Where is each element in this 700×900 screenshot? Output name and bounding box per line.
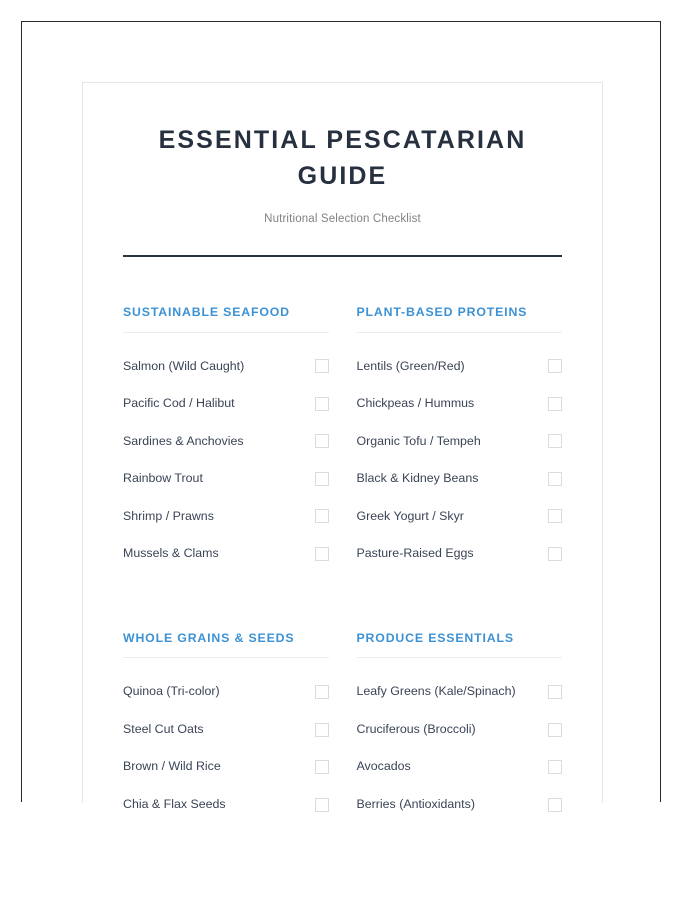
- checkbox-icon[interactable]: [548, 359, 562, 373]
- checklist-items: [123, 350, 329, 571]
- checklist-item-label: Greek Yogurt / Skyr: [356, 508, 464, 523]
- checkbox-icon[interactable]: [548, 798, 562, 812]
- checklist-item-label: Mussels & Clams: [123, 546, 219, 561]
- checkbox-icon[interactable]: [548, 472, 562, 486]
- section-title: PRODUCE ESSENTIALS: [356, 630, 514, 645]
- section-divider: [123, 332, 329, 333]
- checklist-item-label: Brown / Wild Rice: [123, 759, 221, 774]
- title-divider: [123, 255, 562, 257]
- checkbox-icon[interactable]: [548, 434, 562, 448]
- checklist-section: [123, 631, 329, 822]
- checklist-item-label: Sardines & Anchovies: [123, 433, 244, 448]
- checklist-item-label: Organic Tofu / Tempeh: [356, 433, 481, 448]
- checklist-section: [123, 305, 329, 571]
- checklist-item[interactable]: [357, 788, 563, 822]
- checklist-item[interactable]: [123, 675, 329, 709]
- checkbox-icon[interactable]: [548, 723, 562, 737]
- checkbox-icon[interactable]: [315, 509, 329, 523]
- checklist-items: [357, 675, 563, 821]
- checklist-item[interactable]: [357, 425, 563, 459]
- page-subtitle: Nutritional Selection Checklist: [264, 213, 421, 225]
- section-title: WHOLE GRAINS & SEEDS: [123, 630, 295, 645]
- checklist-items: [357, 350, 563, 571]
- sections-grid: [83, 305, 602, 822]
- checkbox-icon[interactable]: [315, 434, 329, 448]
- section-title: PLANT-BASED PROTEINS: [356, 304, 528, 319]
- checklist-item[interactable]: [357, 350, 563, 384]
- checklist-item-label: Chickpeas / Hummus: [356, 396, 475, 411]
- checklist-item-label: Cruciferous (Broccoli): [356, 721, 476, 736]
- checkbox-icon[interactable]: [315, 760, 329, 774]
- checklist-item[interactable]: [123, 462, 329, 496]
- section-title: SUSTAINABLE SEAFOOD: [123, 304, 290, 319]
- checklist-item-label: Salmon (Wild Caught): [123, 358, 245, 373]
- checklist-item[interactable]: [123, 713, 329, 747]
- checklist-item-label: Pacific Cod / Halibut: [123, 396, 235, 411]
- checkbox-icon[interactable]: [315, 723, 329, 737]
- checkbox-icon[interactable]: [315, 547, 329, 561]
- section-divider: [357, 332, 563, 333]
- checklist-item-label: Avocados: [356, 759, 411, 774]
- checklist-item[interactable]: [123, 750, 329, 784]
- page-title: ESSENTIAL PESCATARIAN GUIDE: [158, 126, 527, 190]
- checklist-item-label: Lentils (Green/Red): [356, 358, 465, 373]
- checklist-item[interactable]: [357, 713, 563, 747]
- checklist-item-label: Leafy Greens (Kale/Spinach): [356, 684, 516, 699]
- checkbox-icon[interactable]: [548, 760, 562, 774]
- checklist-item-label: Rainbow Trout: [123, 471, 203, 486]
- checklist-item[interactable]: [123, 537, 329, 571]
- checkbox-icon[interactable]: [315, 798, 329, 812]
- checklist-section: [357, 305, 563, 571]
- checklist-item[interactable]: [357, 750, 563, 784]
- checklist-section: [357, 631, 563, 822]
- checklist-item[interactable]: [123, 788, 329, 822]
- document-card: [82, 82, 603, 811]
- checklist-item-label: Shrimp / Prawns: [123, 508, 214, 523]
- section-divider: [123, 657, 329, 658]
- checkbox-icon[interactable]: [315, 359, 329, 373]
- checklist-item[interactable]: [123, 425, 329, 459]
- checklist-item[interactable]: [357, 675, 563, 709]
- section-divider: [357, 657, 563, 658]
- checklist-item[interactable]: [123, 500, 329, 534]
- checklist-item-label: Quinoa (Tri-color): [123, 684, 220, 699]
- checklist-item[interactable]: [123, 350, 329, 384]
- checklist-item-label: Berries (Antioxidants): [356, 796, 475, 811]
- checkbox-icon[interactable]: [315, 472, 329, 486]
- checkbox-icon[interactable]: [548, 547, 562, 561]
- document-header: [83, 83, 602, 257]
- checklist-item[interactable]: [357, 462, 563, 496]
- page-frame: [21, 21, 661, 811]
- checkbox-icon[interactable]: [315, 397, 329, 411]
- checklist-item-label: Pasture-Raised Eggs: [356, 546, 474, 561]
- checklist-item-label: Black & Kidney Beans: [356, 471, 479, 486]
- checkbox-icon[interactable]: [548, 397, 562, 411]
- checklist-item-label: Chia & Flax Seeds: [123, 796, 226, 811]
- checklist-item[interactable]: [123, 387, 329, 421]
- checklist-item[interactable]: [357, 537, 563, 571]
- checklist-item[interactable]: [357, 500, 563, 534]
- checklist-items: [123, 675, 329, 821]
- checkbox-icon[interactable]: [548, 685, 562, 699]
- checklist-item[interactable]: [357, 387, 563, 421]
- checklist-item-label: Steel Cut Oats: [123, 721, 204, 736]
- checkbox-icon[interactable]: [548, 509, 562, 523]
- checkbox-icon[interactable]: [315, 685, 329, 699]
